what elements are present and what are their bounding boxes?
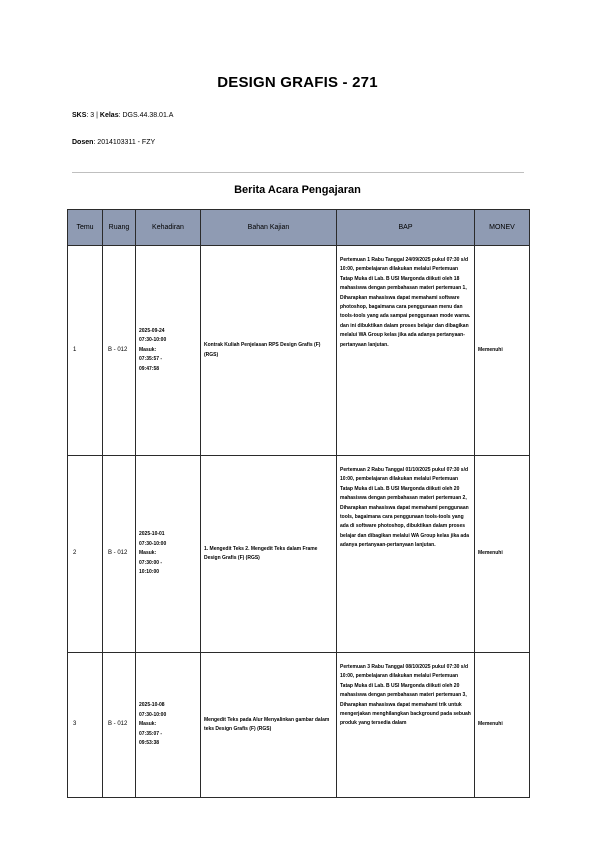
kelas-value: : DGS.44.38.01.A [118, 112, 174, 119]
cell-ruang: B - 012 [103, 653, 136, 798]
sks-value: : 3 | [86, 112, 100, 119]
kelas-label: Kelas [99, 112, 119, 119]
cell-ruang: B - 012 [103, 456, 136, 653]
teaching-report-table [67, 209, 530, 798]
lecturer-info [72, 139, 155, 146]
dosen-value: : 2014103311 - FZY [93, 139, 156, 146]
cell-monev: Memenuhi [475, 653, 530, 798]
cell-monev: Memenuhi [475, 456, 530, 653]
divider [72, 172, 524, 173]
header-bahan-kajian: Bahan Kajian [201, 210, 337, 246]
table-row [68, 246, 530, 456]
cell-monev: Memenuhi [475, 246, 530, 456]
header-temu: Temu [68, 210, 103, 246]
cell-kehadiran: 2025-10-01 07:30-10:00 Masuk: 07:30:00 - 10:10:00 [136, 456, 201, 653]
cell-bap: Pertemuan 3 Rabu Tanggal 08/10/2025 pukul 07:30 s/d 10:00, pembelajaran dilakukan melalui Pertemuan Tatap Muka di Lab. B USI Margonda diikuti oleh 20 mahasiswa dengan pembahasan materi pertemuan 3, Diharapkan mahasiswa dapat memahami trik untuk mengerjakan menghilangkan background pada sebuah produk yang tersedia dalam [337, 653, 475, 798]
table-row [68, 653, 530, 798]
cell-temu: 3 [68, 653, 103, 798]
cell-temu: 1 [68, 246, 103, 456]
header-monev: MONEV [475, 210, 530, 246]
cell-bahan-kajian: 1. Mengedit Teks 2. Mengedit Teks dalam Frame Design Grafis (F) (RGS) [201, 456, 337, 653]
cell-kehadiran: 2025-09-24 07:30-10:00 Masuk: 07:35:57 - 09:47:58 [136, 246, 201, 456]
cell-temu: 2 [68, 456, 103, 653]
cell-bap: Pertemuan 2 Rabu Tanggal 01/10/2025 pukul 07:30 s/d 10:00, pembelajaran dilakukan melalui Pertemuan Tatap Muka di Lab. B USI Margonda diikuti oleh 20 mahasiswa dengan pembahasan materi pertemuan 2, Diharapkan mahasiswa dapat memahami penggunaan tools, bagaimana cara penggunaan tools-tools yang ada di software photoshop, dibuktikan dalam proses belajar dan dibagikan melalui WA Group kelas jika ada adanya pertanyaan-pertanyaan lanjutan. [337, 456, 475, 653]
document-title: DESIGN GRAFIS - 271 [217, 74, 378, 91]
cell-bahan-kajian: Mengedit Teks pada Alur Menyalinkan gambar dalam teks Design Grafis (F) (RGS) [201, 653, 337, 798]
cell-bap: Pertemuan 1 Rabu Tanggal 24/09/2025 pukul 07:30 s/d 10:00, pembelajaran dilakukan melalui Pertemuan Tatap Muka di Lab. B USI Margonda diikuti oleh 18 mahasiswa dengan pembahasan materi pertemuan 1, Diharapkan mahasiswa dapat memahami software photoshop, bagaimana cara penggunaan menu dan tools-tools yang ada sampai penggunaan mode warna. dan ini dibuktikan dalam proses belajar dan dibagikan melalui WA Group kelas jika ada adanya pertanyaan-pertanyaan lanjutan. [337, 246, 475, 456]
table-header-row [68, 210, 530, 246]
dosen-label: Dosen [72, 139, 94, 146]
cell-ruang: B - 012 [103, 246, 136, 456]
table-row [68, 456, 530, 653]
sks-label: SKS [72, 112, 87, 119]
header-bap: BAP [337, 210, 475, 246]
header-ruang: Ruang [103, 210, 136, 246]
cell-kehadiran: 2025-10-08 07:30-10:00 Masuk: 07:35:07 - 09:53:38 [136, 653, 201, 798]
class-info [72, 112, 173, 119]
cell-bahan-kajian: Kontrak Kuliah Penjelasan RPS Design Grafis (F) (RGS) [201, 246, 337, 456]
header-kehadiran: Kehadiran [136, 210, 201, 246]
section-title: Berita Acara Pengajaran [234, 184, 361, 196]
